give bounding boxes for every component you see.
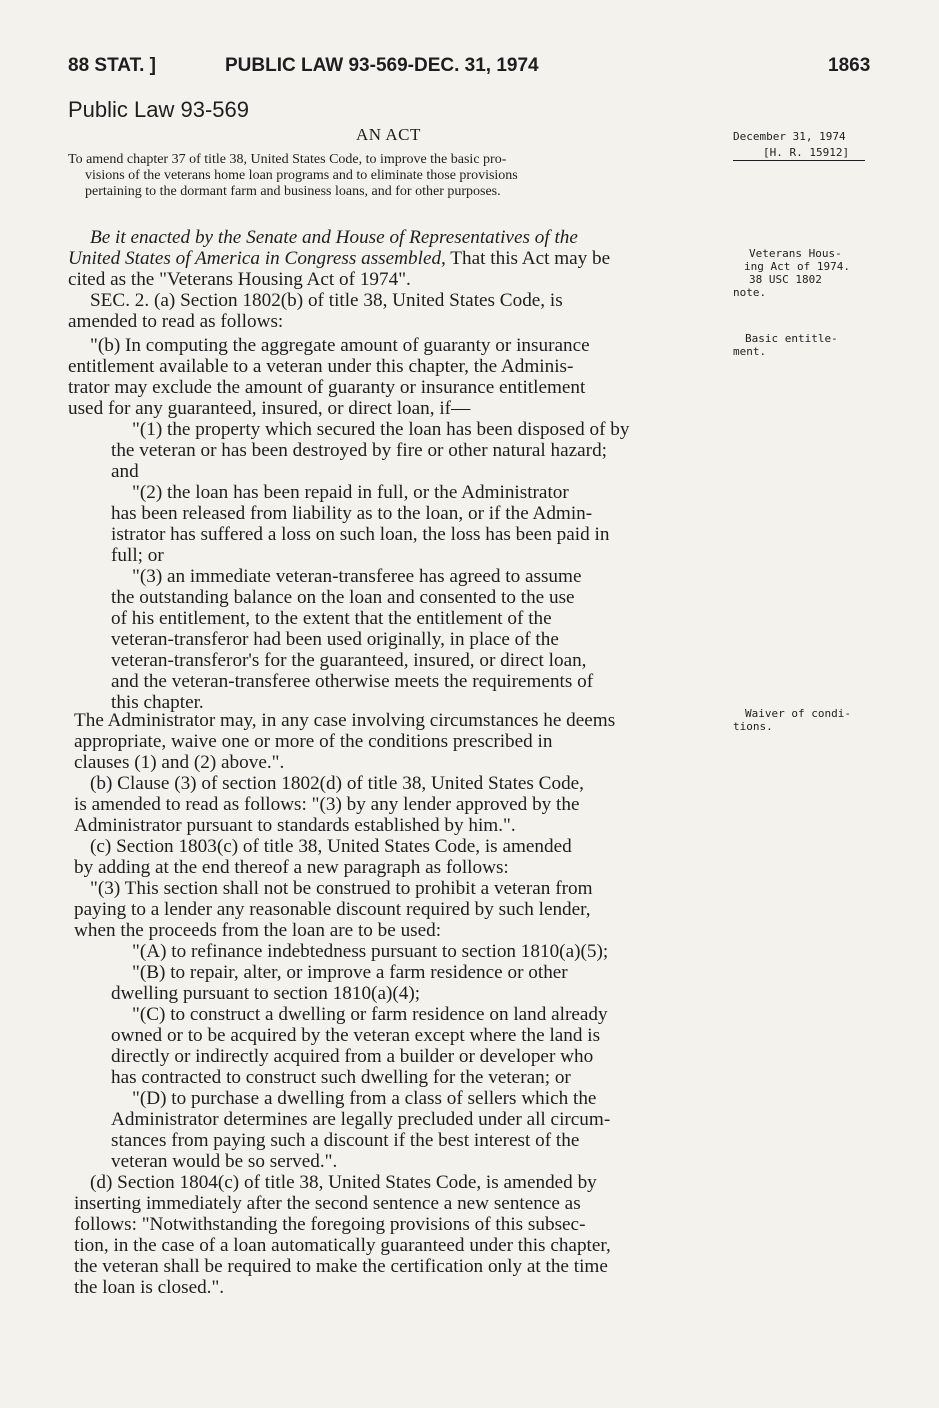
- text-line: when the proceeds from the loan are to be used:: [74, 920, 442, 941]
- text-line: veteran-transferor had been used originally, in place of the: [111, 629, 559, 650]
- text-line: entitlement available to a veteran under this chapter, the Adminis-: [68, 356, 574, 377]
- text-line: full; or: [111, 545, 164, 566]
- text-line: has contracted to construct such dwelling for the veteran; or: [111, 1067, 571, 1088]
- text-line: trator may exclude the amount of guaranty or insurance entitlement: [68, 377, 586, 398]
- text-line: (d) Section 1804(c) of title 38, United States Code, is amended by: [90, 1172, 597, 1193]
- text-line: paying to a lender any reasonable discount required by such lender,: [74, 899, 591, 920]
- header-page-number: 1863: [828, 55, 871, 76]
- text-line: amended to read as follows:: [68, 311, 284, 332]
- text-line: "(C) to construct a dwelling or farm residence on land already: [132, 1004, 608, 1025]
- header-law-title: PUBLIC LAW 93-569-DEC. 31, 1974: [225, 55, 539, 76]
- text-line: of his entitlement, to the extent that the entitlement of the: [111, 608, 552, 629]
- margin-bill-number: [H. R. 15912]: [763, 146, 850, 159]
- enacting-clause-line-2: [68, 248, 610, 269]
- purpose-statement: [68, 152, 518, 200]
- header-stat: 88 STAT. ]: [68, 55, 156, 76]
- purpose-line: visions of the veterans home loan programs and to eliminate those provisions: [85, 168, 518, 183]
- text-line: follows: "Notwithstanding the foregoing provisions of this subsec-: [74, 1214, 586, 1235]
- text-line: the loan is closed.".: [74, 1277, 225, 1298]
- margin-note-line: Waiver of condi-: [745, 707, 851, 720]
- margin-basic-entitlement: [733, 332, 838, 358]
- text-line: stances from paying such a discount if the best interest of the: [111, 1130, 580, 1151]
- text-line: veteran would be so served.".: [111, 1151, 338, 1172]
- text-line: Administrator determines are legally precluded under all circum-: [111, 1109, 611, 1130]
- margin-short-title: [733, 247, 850, 299]
- text-line: tion, in the case of a loan automatically guaranteed under this chapter,: [74, 1235, 611, 1256]
- margin-note-line: 38 USC 1802: [749, 273, 822, 286]
- public-law-title: Public Law 93-569: [68, 97, 250, 122]
- text-line: Administrator pursuant to standards established by him.".: [74, 815, 516, 836]
- enacting-clause-line-1: [90, 227, 578, 248]
- text-line: "(1) the property which secured the loan has been disposed of by: [132, 419, 630, 440]
- text-line: SEC. 2. (a) Section 1802(b) of title 38, United States Code, is: [90, 290, 563, 311]
- enacting-clause-line-3: cited as the "Veterans Housing Act of 1974".: [68, 269, 411, 290]
- text-line: used for any guaranteed, insured, or direct loan, if—: [68, 398, 471, 419]
- text-line: the veteran or has been destroyed by fire or other natural hazard;: [111, 440, 607, 461]
- text-line: "(3) This section shall not be construed to prohibit a veteran from: [90, 878, 593, 899]
- margin-note-line: note.: [733, 286, 767, 299]
- text-line: the veteran shall be required to make the certification only at the time: [74, 1256, 608, 1277]
- text-line: "(B) to repair, alter, or improve a farm residence or other: [132, 962, 568, 983]
- text-line: (c) Section 1803(c) of title 38, United States Code, is amended: [90, 836, 572, 857]
- text-line: by adding at the end thereof a new paragraph as follows:: [74, 857, 509, 878]
- purpose-line: To amend chapter 37 of title 38, United States Code, to improve the basic pro-: [68, 152, 507, 167]
- text-line: has been released from liability as to the loan, or if the Admin-: [111, 503, 593, 524]
- margin-date: December 31, 1974: [733, 130, 846, 143]
- act-heading: AN ACT: [356, 125, 421, 144]
- enacting-italic: Be it enacted by the Senate and House of Representatives of the: [90, 227, 578, 248]
- text-line: is amended to read as follows: "(3) by any lender approved by the: [74, 794, 580, 815]
- margin-waiver: [733, 707, 851, 733]
- margin-note-line: Basic entitle-: [745, 332, 838, 345]
- text-line: istrator has suffered a loss on such loan, the loss has been paid in: [111, 524, 610, 545]
- text-line: dwelling pursuant to section 1810(a)(4);: [111, 983, 421, 1004]
- purpose-line: pertaining to the dormant farm and business loans, and for other purposes.: [85, 184, 501, 199]
- margin-note-line: Veterans Hous-: [749, 247, 842, 260]
- text-line: "(D) to purchase a dwelling from a class of sellers which the: [132, 1088, 597, 1109]
- text-line: "(2) the loan has been repaid in full, or the Administrator: [132, 482, 569, 503]
- text-line: "(3) an immediate veteran-transferee has agreed to assume: [132, 566, 582, 587]
- text-line: owned or to be acquired by the veteran except where the land is: [111, 1025, 601, 1046]
- text-line: this chapter.: [111, 692, 204, 713]
- margin-note-line: ing Act of 1974.: [744, 260, 850, 273]
- text-line: directly or indirectly acquired from a builder or developer who: [111, 1046, 594, 1067]
- text-line: "(b) In computing the aggregate amount of guaranty or insurance: [90, 335, 590, 356]
- text-line: veteran-transferor's for the guaranteed, insured, or direct loan,: [111, 650, 587, 671]
- margin-note-line: ment.: [733, 345, 767, 358]
- text-line: the outstanding balance on the loan and consented to the use: [111, 587, 575, 608]
- margin-note-line: tions.: [733, 720, 773, 733]
- text-line: inserting immediately after the second sentence a new sentence as: [74, 1193, 581, 1214]
- text-line: "(A) to refinance indebtedness pursuant to section 1810(a)(5);: [132, 941, 609, 962]
- text-line: and: [111, 461, 139, 482]
- text-line: clauses (1) and (2) above.".: [74, 752, 285, 773]
- text-line: The Administrator may, in any case involving circumstances he deems: [74, 710, 616, 731]
- enacting-text: That this Act may be: [445, 248, 611, 269]
- text-line: and the veteran-transferee otherwise meets the requirements of: [111, 671, 594, 692]
- margin-rule: [733, 160, 865, 161]
- text-line: appropriate, waive one or more of the conditions prescribed in: [74, 731, 553, 752]
- enacting-italic: United States of America in Congress assembled,: [68, 248, 446, 269]
- text-line: (b) Clause (3) of section 1802(d) of title 38, United States Code,: [90, 773, 584, 794]
